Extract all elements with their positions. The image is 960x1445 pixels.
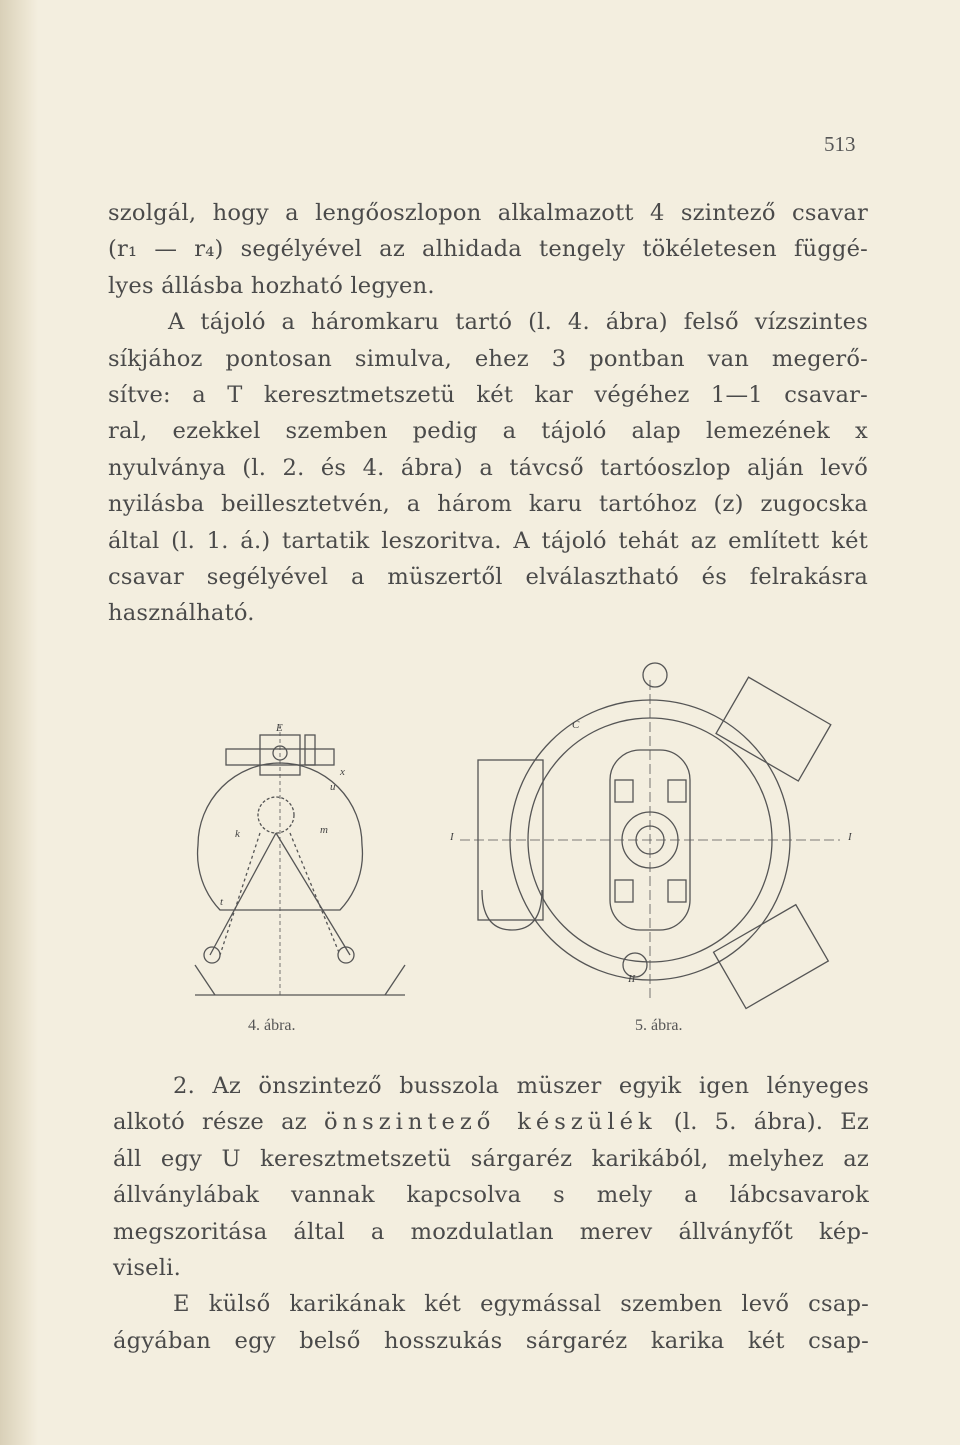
text-line: állványlábak vannak kapcsolva s mely a lábcsavarok [113, 1182, 869, 1209]
figure-4-label-u: u [330, 781, 336, 793]
figure-4-label-m: m [320, 824, 328, 836]
text-line: nyilásba beillesztetvén, a három karu tartóhoz (z) zugocska [108, 491, 868, 518]
figure-4-label-t: t [220, 896, 224, 908]
text-line: használható. [108, 600, 255, 627]
text-run: (l. 5. ábra). Ez [656, 1109, 869, 1136]
text-line: sítve: a T keresztmetszetü két kar végéhez 1—1 csavar- [108, 382, 868, 409]
paragraph-2 [113, 1068, 869, 1359]
figure-5-label-II: II [628, 973, 636, 985]
figure-5-label-I-right: I [848, 831, 852, 843]
text-line: ágyában egy belső hosszukás sárgaréz karika két csap- [113, 1327, 869, 1354]
figure-4-label-E: E [276, 722, 283, 734]
page-binding-edge [0, 0, 38, 1445]
emphasized-term: önszintező készülék [323, 1109, 657, 1136]
text-line: síkjához pontosan simulva, ehez 3 pontban van megerő- [108, 345, 868, 372]
text-line: 2. Az önszintező busszola müszer egyik igen lényeges [173, 1073, 869, 1099]
figure-4-drawing [190, 715, 420, 1005]
figure-5-drawing [440, 640, 880, 1020]
text-line: áll egy U keresztmetszetü sárgaréz karikából, melyhez az [113, 1145, 869, 1172]
text-line: szolgál, hogy a lengőoszlopon alkalmazott 4 szintező csavar [108, 200, 868, 226]
figure-5-label-I-left: I [450, 831, 454, 843]
figure-5-label-C: C [572, 719, 580, 731]
text-line: nyulványa (l. 2. és 4. ábra) a távcső tartóoszlop alján levő [108, 454, 868, 481]
text-line: A tájoló a háromkaru tartó (l. 4. ábra) felső vízszintes [168, 309, 868, 336]
text-line [113, 1104, 869, 1140]
text-line: lyes állásba hozható legyen. [108, 272, 435, 299]
text-line: viseli. [113, 1255, 181, 1282]
figure-5-caption: 5. ábra. [635, 1017, 683, 1034]
paragraph-1 [108, 195, 868, 632]
figure-4-label-k: k [235, 828, 240, 840]
text-line: megszoritása által a mozdulatlan merev állványfőt kép- [113, 1218, 869, 1245]
page-number: 513 [824, 132, 856, 156]
figure-4-caption: 4. ábra. [248, 1017, 296, 1034]
text-line: ral, ezekkel szemben pedig a tájoló alap lemezének x [108, 418, 868, 445]
text-line: csavar segélyével a müszertől elválasztható és felrakásra [108, 564, 868, 591]
text-run: alkotó része az [113, 1109, 324, 1136]
text-line: (r₁ — r₄) segélyével az alhidada tengely tökéletesen függé- [108, 236, 868, 263]
text-line: E külső karikának két egymással szemben levő csap- [173, 1291, 869, 1318]
text-line: által (l. 1. á.) tartatik leszoritva. A tájoló tehát az említett két [108, 527, 868, 554]
figure-4-label-x: x [340, 766, 345, 778]
